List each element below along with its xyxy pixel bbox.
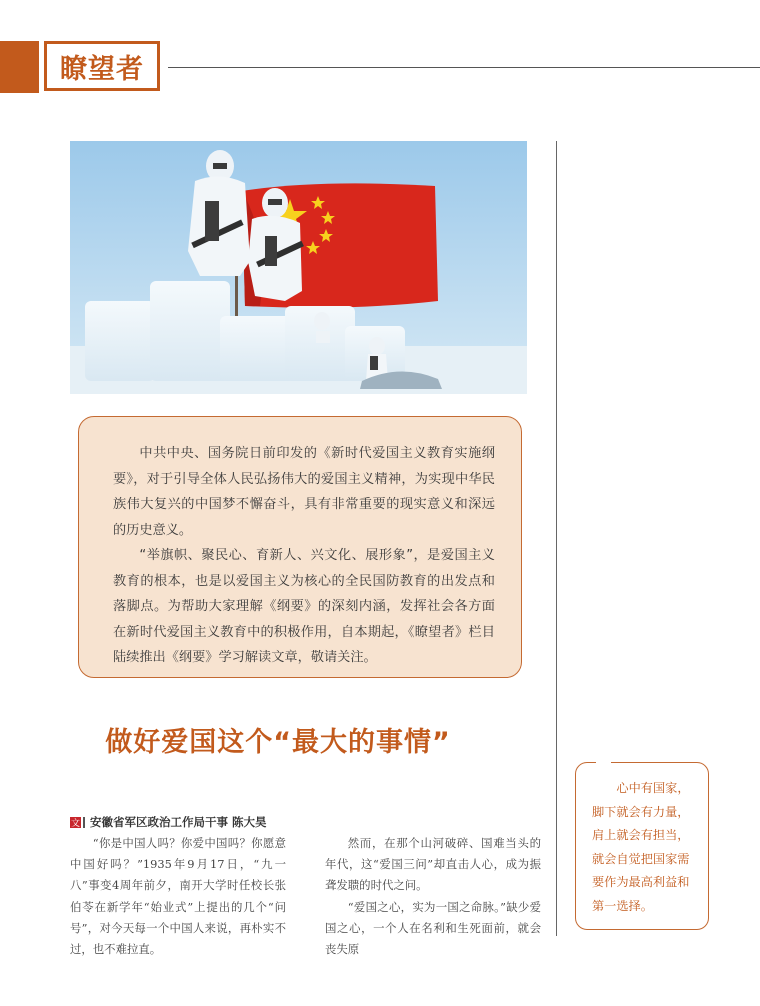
- pull-quote-box: [575, 762, 709, 930]
- body-paragraph: “你是中国人吗？你爱中国吗？你愿意中国好吗？”1935年9月17日，“九一八”事变4周年前夕，南开大学时任校长张伯苓在新学年“始业式”上提出的几个“问号”，对今天每一个中国人来说，再朴实不过，也不难拉直。: [70, 836, 286, 957]
- header-accent-block: [0, 41, 39, 93]
- intro-paragraph: 中共中央、国务院日前印发的《新时代爱国主义教育实施纲要》，对于引导全体人民弘扬伟大的爱国主义精神，为实现中华民族伟大复兴的中国梦不懈奋斗，具有非常重要的现实意义和深远的历史意义。: [113, 446, 495, 538]
- body-paragraph: 然而，在那个山河破碎、国难当头的年代，这“爱国三问”却直击人心，成为振聋发聩的时代之问。: [325, 836, 541, 893]
- byline: [70, 814, 267, 830]
- intro-paragraph: “举旗帜、聚民心、育新人、兴文化、展形象”，是爱国主义教育的根本，也是以爱国主义为核心的全民国防教育的出发点和落脚点。为帮助大家理解《纲要》的深刻内涵，发挥社会各方面在新时代爱国主义教育中的积极作用，自本期起，《瞭望者》栏目陆续推出《纲要》学习解读文章，敬请关注。: [113, 548, 495, 665]
- pull-quote-text: 心中有国家，脚下就会有力量，肩上就会有担当，就会自觉把国家需要作为最高利益和第一选择。: [592, 781, 690, 913]
- byline-mark: 文: [70, 818, 80, 829]
- article-headline: 做好爱国这个“最大的事情”: [105, 727, 451, 758]
- photo-soldiers-flag: [70, 141, 527, 394]
- body-paragraph: “爱国之心，实为一国之命脉。”缺少爱国之心，一个人在名利和生死面前，就会丧失原: [325, 899, 541, 957]
- byline-bar: [83, 817, 85, 828]
- body-column-2: [325, 833, 541, 960]
- byline-author: 安徽省军区政治工作局干事 陈大昊: [90, 815, 267, 829]
- column-divider: [556, 141, 557, 936]
- header-rule: [168, 67, 760, 68]
- quote-tail-mask: [596, 761, 611, 764]
- column-title-box: [44, 41, 160, 91]
- column-title: 瞭望者: [60, 53, 144, 85]
- article-photo: [70, 141, 527, 394]
- body-column-1: [70, 833, 286, 960]
- editor-intro-box: [78, 416, 522, 678]
